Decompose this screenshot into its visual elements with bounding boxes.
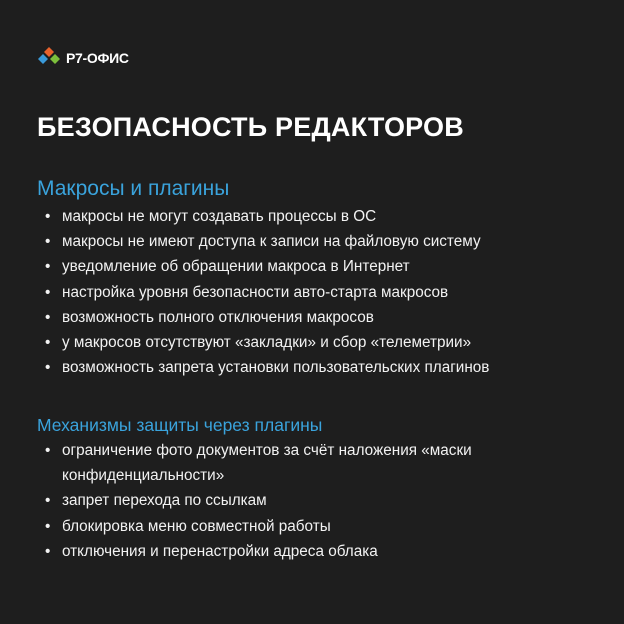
logo-icon — [37, 47, 61, 69]
list-item: • возможность запрета установки пользовательских плагинов — [37, 355, 582, 380]
list-item: • отключения и перенастройки адреса облака — [37, 539, 582, 564]
list-item: • макросы не могут создавать процессы в ОС — [37, 204, 582, 229]
list-item: • запрет перехода по ссылкам — [37, 488, 582, 513]
logo-text: Р7-ОФИС — [66, 50, 129, 66]
list-item: • уведомление об обращении макроса в Интернет — [37, 254, 582, 279]
logo — [37, 47, 129, 69]
list-item: • блокировка меню совместной работы — [37, 514, 582, 539]
page-title: БЕЗОПАСНОСТЬ РЕДАКТОРОВ — [37, 112, 464, 142]
section-macros — [37, 177, 582, 380]
section-heading: Механизмы защиты через плагины — [37, 415, 323, 435]
list-item: • макросы не имеют доступа к записи на файловую систему — [37, 229, 582, 254]
section-plugins — [37, 415, 582, 564]
list-item: • ограничение фото документов за счёт наложения «маски конфиденциальности» — [37, 438, 532, 488]
list-item: • у макросов отсутствуют «закладки» и сбор «телеметрии» — [37, 330, 582, 355]
section-heading: Макросы и плагины — [37, 177, 230, 200]
list-item: • настройка уровня безопасности авто-старта макросов — [37, 280, 582, 305]
list-item: • возможность полного отключения макросов — [37, 305, 582, 330]
